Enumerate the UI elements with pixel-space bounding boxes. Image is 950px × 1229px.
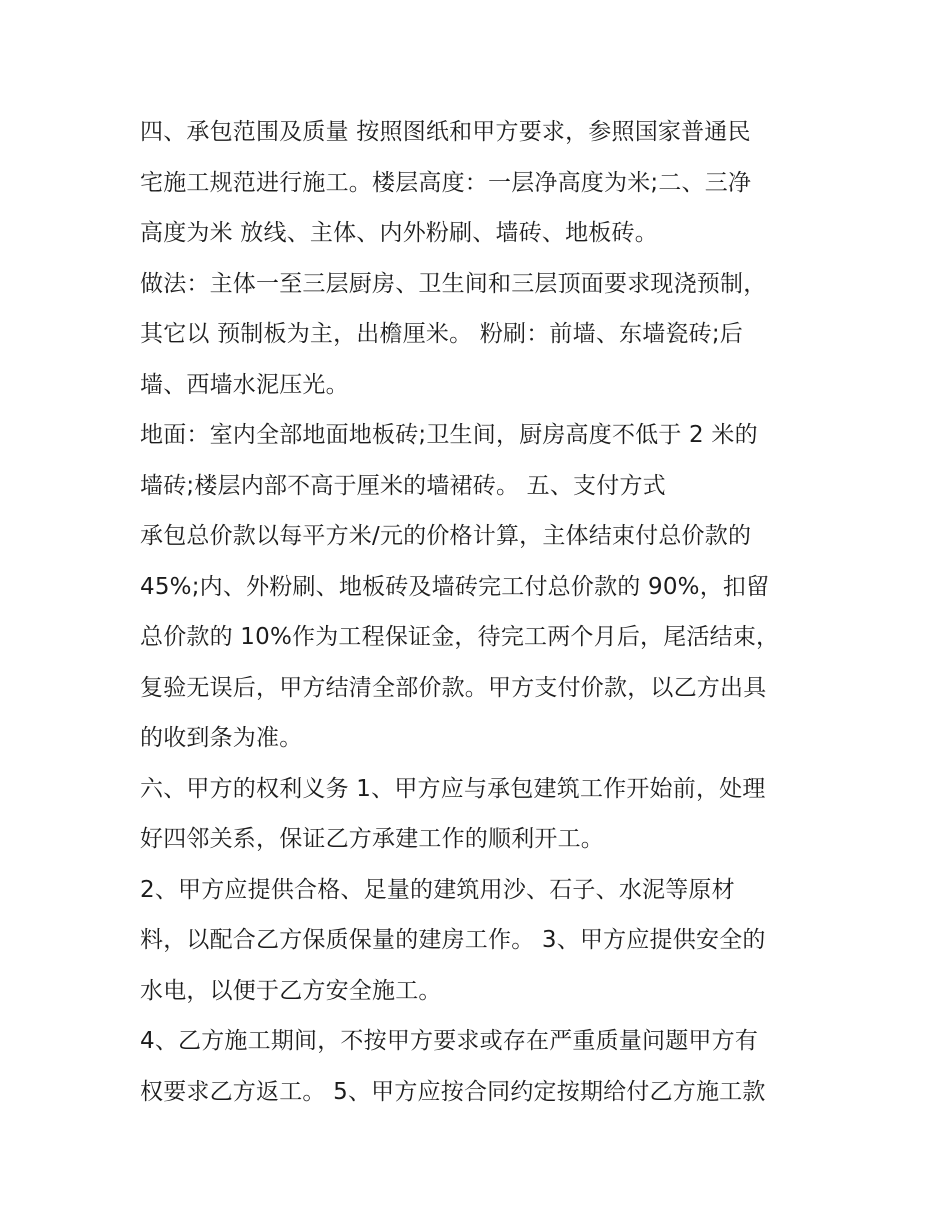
text-line: 墙砖;楼层内部不高于厘米的墙裙砖。 五、支付方式 [140, 472, 666, 499]
text-line: 权要求乙方返工。 5、甲方应按合同约定按期给付乙方施工款 [140, 1078, 766, 1105]
text-line: 2、甲方应提供合格、足量的建筑用沙、石子、水泥等原材 [140, 876, 735, 903]
text-line: 做法：主体一至三层厨房、卫生间和三层顶面要求现浇预制， [140, 270, 767, 297]
text-line: 料，以配合乙方保质保量的建房工作。 3、甲方应提供安全的 [140, 927, 766, 953]
text-line: 的收到条为准。 [140, 725, 303, 751]
text-line: 45%;内、外粉刷、地板砖及墙砖完工付总价款的 90%，扣留 [140, 573, 770, 600]
text-line: 水电，以便于乙方安全施工。 [140, 977, 442, 1004]
text-line: 地面：室内全部地面地板砖;卫生间，厨房高度不低于 2 米的 [140, 422, 758, 448]
text-line: 墙、西墙水泥压光。 [140, 371, 349, 398]
contract-text [140, 107, 830, 1117]
text-line: 四、承包范围及质量 按照图纸和甲方要求，参照国家普通民 [140, 119, 751, 145]
text-line: 4、乙方施工期间，不按甲方要求或存在严重质量问题甲方有 [140, 1028, 759, 1054]
text-line: 复验无误后，甲方结清全部价款。甲方支付价款，以乙方出具 [140, 674, 767, 701]
text-line: 好四邻关系，保证乙方承建工作的顺利开工。 [140, 826, 604, 852]
text-line: 其它以 预制板为主，出檐厘米。 粉刷：前墙、东墙瓷砖;后 [140, 321, 743, 347]
text-line: 六、甲方的权利义务 1、甲方应与承包建筑工作开始前，处理 [140, 775, 766, 802]
text-line: 承包总价款以每平方米/元的价格计算，主体结束付总价款的 [140, 523, 752, 549]
text-line: 高度为米 放线、主体、内外粉刷、墙砖、地板砖。 [140, 220, 658, 246]
text-line: 宅施工规范进行施工。楼层高度：一层净高度为米;二、三净 [140, 169, 752, 196]
text-line: 总价款的 10%作为工程保证金，待完工两个月后，尾活结束， [140, 624, 780, 650]
